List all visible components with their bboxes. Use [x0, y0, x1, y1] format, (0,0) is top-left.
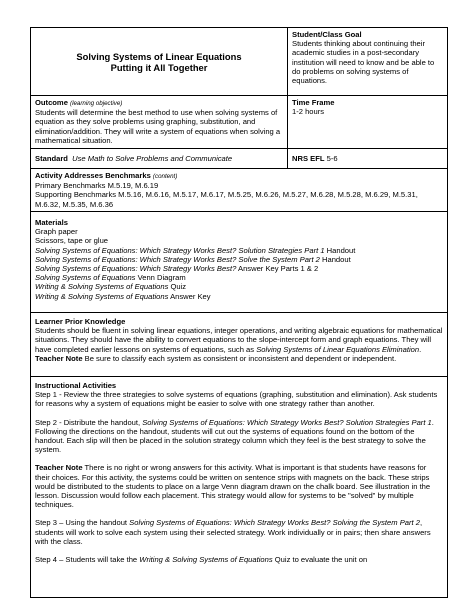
material-item — [35, 236, 443, 245]
prior-text-a: Students should be fluent in solving linear equations, integer operations, and writing algebraic equations for mathematical situations. They should have the ability to convert equations to the slope-intercept form and graph equations. They will have completed earlier lessons on systems of equations, such as — [35, 326, 443, 354]
prior-knowledge-row — [31, 313, 447, 377]
step2-text-italic: Solving Systems of Equations: Which Strategy Works Best? Solution Strategies Part 1 — [142, 417, 432, 427]
prior-text-italic: Solving Systems of Linear Equations Elimination — [256, 344, 420, 354]
standard-cell — [31, 149, 288, 168]
benchmarks-heading: Activity Addresses Benchmarks — [35, 171, 151, 180]
step3-text-b: , students will work to solve each system using their selected strategy. Work individually or in pairs; then share answers with the class. — [35, 518, 431, 546]
nrs-efl-heading: NRS EFL — [292, 153, 325, 163]
activities-row — [31, 377, 447, 597]
material-item-suffix: Handout — [324, 245, 356, 255]
outcome-heading: Outcome — [35, 98, 68, 107]
time-frame-text: 1-2 hours — [292, 107, 325, 117]
material-item-title: Graph paper — [35, 227, 78, 237]
material-item-suffix: Venn Diagram — [135, 273, 186, 283]
step-4 — [35, 555, 443, 564]
material-item-suffix: Answer Key Parts 1 & 2 — [236, 264, 319, 274]
benchmarks-row — [31, 169, 447, 212]
step2-text-b: . Following the directions on the handout, students will cut out the systems of equations found on the bottom of the handout. Each slip will then be placed in the solution strategy column which they feel is the best strategy to solve the system. — [35, 417, 434, 455]
standard-text: Use Math to Solve Problems and Communicate — [72, 153, 233, 163]
time-frame-cell — [288, 96, 447, 148]
benchmarks-note: (content) — [152, 173, 178, 180]
lesson-title-line1: Solving Systems of Linear Equations — [76, 50, 242, 62]
step3-text-a: Step 3 – Using the handout — [35, 518, 130, 528]
step2-text-a: Step 2 - Distribute the handout, — [35, 417, 143, 427]
prior-knowledge-text — [35, 326, 443, 363]
step-1: Step 1 - Review the three strategies to solve systems of equations (graphing, substitution and elimination). Ask students for reasons why a system of equations might be easier to solve with one strategy rather than another. — [35, 390, 438, 409]
material-item-title: Solving Systems of Equations: Which Strategy Works Best? Solution Strategies Part 1 — [35, 245, 325, 255]
material-item — [35, 264, 443, 273]
supporting-benchmarks: Supporting Benchmarks M.5.16, M.6.16, M.5.17, M.6.17, M.5.25, M.6.26, M.5.27, M.6.28, M.5.28, M.6.29, M.5.31, M.6.32, M.5.35, M.6.36 — [35, 190, 418, 209]
material-item — [35, 255, 443, 264]
step-3 — [35, 518, 443, 546]
step4-text-a: Step 4 – Students will take the — [35, 555, 140, 565]
step-2 — [35, 418, 443, 455]
material-item-suffix: Quiz — [168, 282, 187, 292]
title-cell — [31, 28, 288, 95]
material-item-suffix: Handout — [319, 254, 351, 264]
materials-row — [31, 212, 447, 313]
standard-row — [31, 149, 447, 169]
goal-text: Students thinking about continuing their academic studies in a post-secondary institution will need to know and be able to do problems on solving systems of equations. — [292, 39, 435, 86]
material-item — [35, 273, 443, 282]
outcome-text: Students will determine the best method to use when solving systems of equation as they solve problems using graphing, substitution, and elimination/addition. They will write a system of equations when solving a mathematical situation. — [35, 108, 281, 145]
time-frame-heading: Time Frame — [292, 98, 335, 107]
nrs-efl-cell — [288, 149, 447, 168]
prior-text-b: . — [419, 344, 422, 354]
material-item — [35, 227, 443, 236]
benchmarks-cell — [31, 169, 447, 211]
materials-cell — [31, 212, 447, 312]
nrs-efl-value: 5-6 — [326, 153, 338, 163]
step4-text-italic: Writing & Solving Systems of Equations — [139, 555, 273, 565]
material-item-suffix: Answer Key — [168, 291, 211, 301]
goal-heading: Student/Class Goal — [292, 30, 362, 39]
material-item — [35, 292, 443, 301]
prior-knowledge-cell — [31, 313, 447, 376]
title-row — [31, 28, 447, 96]
lesson-title-line2: Putting it All Together — [110, 61, 208, 73]
material-item-title: Writing & Solving Systems of Equations — [35, 291, 169, 301]
activities-heading: Instructional Activities — [35, 381, 117, 390]
teacher-note — [35, 463, 443, 509]
prior-text-c: Be sure to classify each system as consistent or inconsistent and dependent or independent. — [82, 353, 397, 363]
activities-cell — [31, 377, 447, 597]
material-item-title: Solving Systems of Equations: Which Strategy Works Best? Solve the System Part 2 — [35, 254, 320, 264]
outcome-note: (learning objective) — [70, 100, 123, 107]
outcome-row — [31, 96, 447, 149]
goal-cell — [288, 28, 447, 95]
primary-benchmarks: Primary Benchmarks M.5.19, M.6.19 — [35, 181, 159, 191]
material-item-title: Solving Systems of Equations — [35, 273, 136, 283]
material-item-title: Solving Systems of Equations: Which Strategy Works Best? — [35, 264, 237, 274]
materials-list — [35, 227, 443, 301]
teacher-note-text: There is no right or wrong answers for this activity. What is important is that students have reasons for their choices. For this activity, the systems could be written on sentence strips with magnets on the back. These strips would be distributed to the students to place on a large Venn diagram drawn on the chalk board. See illustration in the lesson. Discussion would follow each placement. This strategy would allow for systems to be "solved" by multiple techniques. — [35, 463, 431, 510]
step3-text-italic: Solving Systems of Equations: Which Strategy Works Best? Solving the System Part 2 — [129, 518, 420, 528]
outcome-cell — [31, 96, 288, 148]
materials-heading: Materials — [35, 218, 68, 227]
lesson-plan-document — [30, 27, 448, 598]
teacher-note-label: Teacher Note — [35, 463, 83, 473]
prior-teacher-note-label: Teacher Note — [35, 353, 83, 363]
material-item-title: Scissors, tape or glue — [35, 236, 109, 246]
standard-heading: Standard — [35, 153, 68, 163]
step4-text-b: Quiz to evaluate the unit on — [272, 555, 368, 565]
material-item — [35, 246, 443, 255]
prior-knowledge-heading: Learner Prior Knowledge — [35, 317, 126, 326]
material-item — [35, 282, 443, 291]
material-item-title: Writing & Solving Systems of Equations — [35, 282, 169, 292]
